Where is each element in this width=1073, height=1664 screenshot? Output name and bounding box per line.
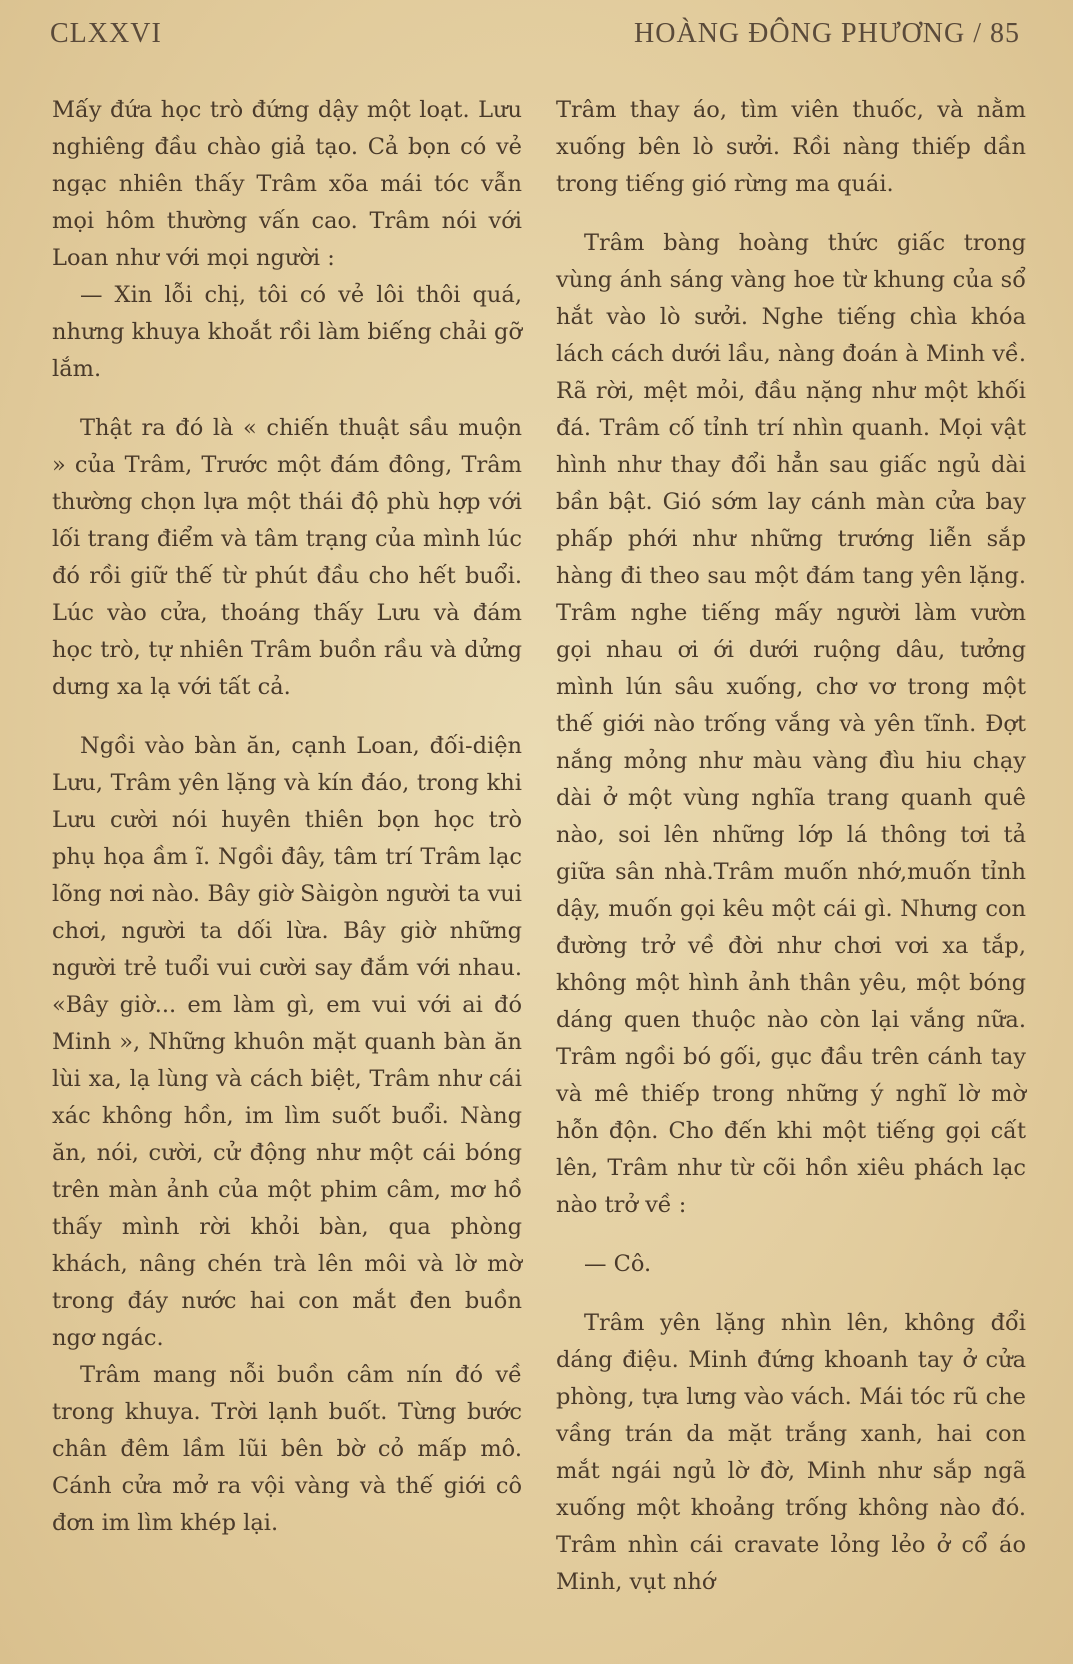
paragraph: Trâm thay áo, tìm viên thuốc, và nằm xuống bên lò sưởi. Rồi nàng thiếp dần trong tiếng gió rừng ma quái. [556, 97, 1026, 197]
left-column [52, 92, 522, 1542]
paragraph: Trâm yên lặng nhìn lên, không đổi dáng điệu. Minh đứng khoanh tay ở cửa phòng, tựa lưng vào vách. Mái tóc rũ che vầng trán da mặt trắng xanh, hai con mắt ngái ngủ lờ đờ, Minh như sắp ngã xuống một khoảng trống không nào đó. Trâm nhìn cái cravate lỏng lẻo ở cổ áo Minh, vụt nhớ [556, 1310, 1026, 1595]
running-title-page-number: HOÀNG ĐÔNG PHƯƠNG / 85 [634, 18, 1020, 49]
paragraph: Thật ra đó là « chiến thuật sầu muộn » của Trâm, Trước một đám đông, Trâm thường chọn lựa một thái độ phù hợp với lối trang điểm và tâm trạng của mình lúc đó rồi giữ thế từ phút đầu cho hết buổi. Lúc vào cửa, thoáng thấy Lưu và đám học trò, tự nhiên Trâm buồn rầu và dửng dưng xa lạ với tất cả. [52, 415, 522, 700]
page-header [50, 18, 1020, 68]
paragraph: Mấy đứa học trò đứng dậy một loạt. Lưu nghiêng đầu chào giả tạo. Cả bọn có vẻ ngạc nhiên thấy Trâm xõa mái tóc vẫn mọi hôm thường vấn cao. Trâm nói với Loan như với mọi người : [52, 97, 522, 271]
paragraph: — Cô. [584, 1251, 652, 1277]
paragraph: — Xin lỗi chị, tôi có vẻ lôi thôi quá, nhưng khuya khoắt rồi làm biếng chải gỡ lắm. [52, 282, 522, 382]
right-column [556, 92, 1026, 1601]
paragraph: Ngồi vào bàn ăn, cạnh Loan, đối-diện Lưu, Trâm yên lặng và kín đáo, trong khi Lưu cười nói huyên thiên bọn học trò phụ họa ầm ĩ. Ngồi đây, tâm trí Trâm lạc lõng nơi nào. Bây giờ Sàigòn người ta vui chơi, người ta dối lừa. Bây giờ những người trẻ tuổi vui cười say đắm với nhau. «Bây giờ... em làm gì, em vui với ai đó Minh », Những khuôn mặt quanh bàn ăn lùi xa, lạ lùng và cách biệt, Trâm như cái xác không hồn, im lìm suốt buổi. Nàng ăn, nói, cười, cử động như một cái bóng trên màn ảnh của một phim câm, mơ hồ thấy mình rời khỏi bàn, qua phòng khách, nâng chén trà lên môi và lờ mờ trong đáy nước hai con mắt đen buồn ngơ ngác. [52, 733, 522, 1351]
paragraph: Trâm bàng hoàng thức giấc trong vùng ánh sáng vàng hoe từ khung của sổ hắt vào lò sưởi. Nghe tiếng chìa khóa lách cách dưới lầu, nàng đoán à Minh về. Rã rời, mệt mỏi, đầu nặng như một khối đá. Trâm cố tỉnh trí nhìn quanh. Mọi vật hình như thay đổi hẳn sau giấc ngủ dài bần bật. Gió sớm lay cánh màn cửa bay phấp phới như những trướng liễn sắp hàng đi theo sau một đám tang yên lặng. Trâm nghe tiếng mấy người làm vườn gọi nhau ơi ới dưới ruộng dâu, tưởng mình lún sâu xuống, chơ vơ trong một thế giới nào trống vắng và yên tĩnh. Đợt nắng mỏng như màu vàng đìu hiu chạy dài ở một vùng nghĩa trang quanh quê nào, soi lên những lớp lá thông tơi tả giữa sân nhà.Trâm muốn nhớ,muốn tỉnh dậy, muốn gọi kêu một cái gì. Nhưng con đường trở về đời như chơi vơi xa tắp, không một hình ảnh thân yêu, một bóng dáng quen thuộc nào còn lại vắng nữa. Trâm ngồi bó gối, gục đầu trên cánh tay và mê thiếp trong những ý nghĩ lờ mờ hỗn độn. Cho đến khi một tiếng gọi cất lên, Trâm như từ cõi hồn xiêu phách lạc nào trở về : [556, 230, 1026, 1218]
paragraph: Trâm mang nỗi buồn câm nín đó về trong khuya. Trời lạnh buốt. Từng bước chân đêm lầm lũi bên bờ cỏ mấp mô. Cánh cửa mở ra vội vàng và thế giới cô đơn im lìm khép lại. [52, 1362, 522, 1536]
page-section-number: CLXXVI [50, 18, 162, 49]
